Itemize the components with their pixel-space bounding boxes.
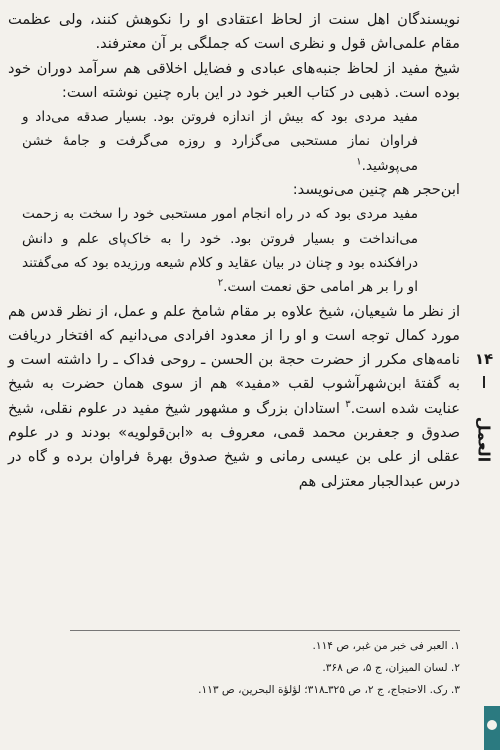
running-title: العمل xyxy=(474,416,494,463)
paragraph-1: نویسندگان اهل سنت از لحاظ اعتقادی او را نکوهش کنند، ولی عظمت مقام علمی‌اش قول و نظری است که جملگی بر آن معترفند. xyxy=(8,11,460,53)
quote-dhahabi-text: مفید مردی بود که بیش از اندازه فروتن بود. بسیار صدقه می‌داد و فراوان نماز مستحبی می‌گزارد و روزه می‌گرفت و جامهٔ خشن می‌پوشید. xyxy=(22,109,418,174)
margin-divider xyxy=(483,376,485,388)
footnote-marker-1: ۱ xyxy=(356,156,362,168)
page-margin-header xyxy=(472,350,496,500)
footnote-2: ۲. لسان المیزان، ج ۵، ص ۳۶۸. xyxy=(322,662,460,674)
main-text xyxy=(8,8,460,494)
footnote-marker-3: ۳ xyxy=(345,398,351,410)
paragraph-4-text: استادان بزرگ و مشهور شیخ مفید در علوم نقلی، شیخ صدوق و جعفربن محمد قمی، معروف به «ابن‌قولویه» بودند و در علوم عقلی از علی بن عیسی رمانی و شیخ صدوق بهرهٔ فراوان برده و گاه در درس عبدالجبار معتزلی هم xyxy=(8,399,460,490)
paragraph-3-text: از نظر ما شیعیان، شیخ علاوه بر مقام شامخ علم و عمل، از نظر قدس هم مورد کمال توجه است و او را از معدود افرادی می‌دانیم که افتخار دریافت نامه‌های مکرر از حضرت حجة بن الحسن ـ روحی فداک ـ را داشته است و به گفتهٔ ابن‌شهرآشوب لقب «مفید» هم از سوی همان حضرت به شیخ عنایت شده است. xyxy=(8,302,460,417)
paragraph-2: شیخ مفید از لحاظ جنبه‌های عبادی و فضایل اخلاقی هم سرآمد دوران خود بوده است. ذهبی در کتاب العبر خود در این باره چنین نوشته است: xyxy=(8,59,460,101)
footnotes xyxy=(70,630,460,701)
intro-ibn-hajar: ابن‌حجر هم چنین می‌نویسد: xyxy=(292,181,460,199)
quote-ibn-hajar xyxy=(22,202,418,299)
publisher-logo-icon xyxy=(484,706,500,750)
footnote-1: ۱. العبر فی خبر من غبر، ص ۱۱۴. xyxy=(312,640,460,652)
footnote-3: ۳. رک. الاحتجاج، ج ۲، ص ۳۲۵ـ۳۱۸؛ لؤلؤة البحرین، ص ۱۱۳. xyxy=(198,684,460,696)
page-number: ۱۴ xyxy=(474,350,494,368)
quote-ibn-hajar-text: مفید مردی بود که در راه انجام امور مستحبی خود را سخت به زحمت می‌انداخت و بسیار فروتن بود. خود را به خاک‌پای علم و دانش درافکنده بود و چنان در بیان عقاید و کلام شیعه ورزیده بود که می‌گفتند او را بر هر امامی حق نعمت است. xyxy=(22,206,418,296)
quote-dhahabi xyxy=(22,105,418,178)
footnote-marker-2: ۲ xyxy=(217,277,224,289)
paragraph-3 xyxy=(8,300,460,494)
